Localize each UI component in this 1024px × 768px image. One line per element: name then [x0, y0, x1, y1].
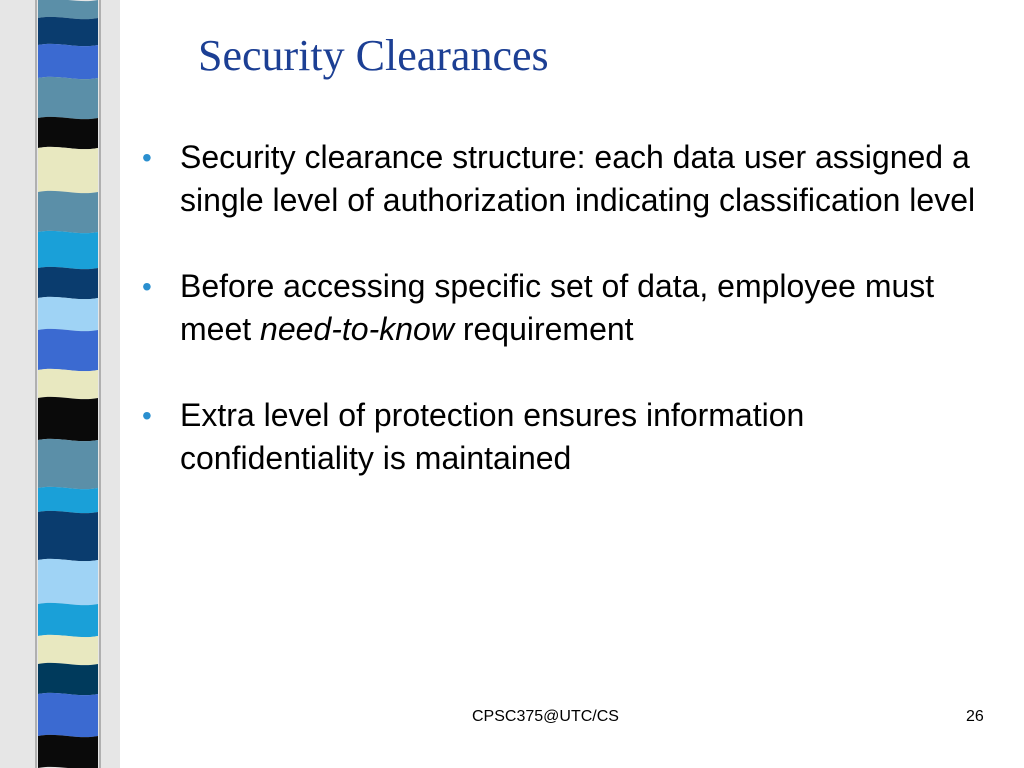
stripe-band	[38, 369, 98, 399]
stripe-band	[38, 559, 98, 605]
stripe-band	[38, 297, 98, 331]
bullet-icon: •	[142, 400, 152, 431]
stripe-band	[38, 511, 98, 561]
bullet-item	[142, 136, 1002, 222]
bullet-text-part: requirement	[453, 311, 634, 347]
stripe-band	[38, 147, 98, 193]
bullet-text: Extra level of protection ensures information confidentiality is maintained	[180, 397, 805, 476]
stripe-band	[38, 267, 98, 299]
bullet-text-part: Before accessing specific set of data, employee must meet	[180, 268, 935, 347]
stripe-band	[38, 735, 98, 768]
footer-text: CPSC375@UTC/CS	[472, 708, 619, 725]
bullet-item	[142, 394, 1002, 480]
stripe-band	[38, 329, 98, 371]
stripe-band	[38, 44, 98, 79]
stripe-band	[38, 0, 98, 19]
stripe-band	[38, 231, 98, 269]
slide-title: Security Clearances	[198, 31, 549, 80]
bullet-icon: •	[142, 271, 152, 302]
decorative-stripe	[0, 0, 120, 768]
stripe-band	[38, 693, 98, 737]
stripe-band	[38, 397, 98, 441]
stripe-band	[38, 487, 98, 513]
bullet-text	[180, 268, 934, 347]
bullet-list	[142, 136, 1002, 523]
stripe-band	[38, 117, 98, 149]
stripe-band	[38, 603, 98, 637]
page-number: 26	[966, 708, 984, 725]
bullet-item	[142, 265, 1002, 351]
stripe-band	[38, 635, 98, 665]
bullet-icon: •	[142, 142, 152, 173]
emphasis-term: need-to-know	[260, 311, 454, 347]
stripe-band	[38, 191, 98, 233]
bullet-text: Security clearance structure: each data user assigned a single level of authorization indicating classification level	[180, 139, 976, 218]
stripe-band	[38, 17, 98, 46]
stripe-band	[38, 439, 98, 489]
stripe-band	[38, 77, 98, 119]
stripe-band	[38, 663, 98, 695]
